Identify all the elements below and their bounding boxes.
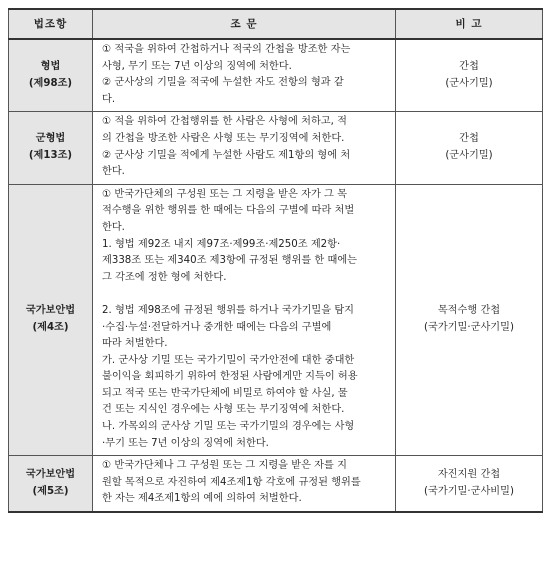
note-sub: (국가기밀·군사기밀) [424, 322, 514, 333]
law-article: (제4조) [32, 322, 69, 333]
article-line: 원할 목적으로 자진하여 제4조제1항 각호에 규정된 행위를 [102, 476, 361, 488]
law-name: 국가보안법 [25, 305, 76, 317]
law-article: (제5조) [32, 485, 69, 497]
article-line: 따라 처벌한다. [102, 338, 168, 350]
note-main: 자진지원 간첩 [437, 469, 501, 481]
article-line: 그 각조에 정한 형에 처한다. [102, 271, 227, 283]
article-cell [93, 39, 396, 112]
article-line: ·무기 또는 7년 이상의 징역에 처한다. [102, 437, 269, 449]
article-line: 한다. [102, 221, 125, 233]
page-title [0, 0, 550, 4]
note-sub: (군사기밀) [445, 77, 493, 89]
table-row [9, 184, 543, 456]
note-main: 간첩 [459, 61, 479, 73]
note-sub: (군사기밀) [445, 150, 493, 162]
article-line: ① 반국가단체나 그 구성원 또는 그 지령을 받은 자를 지 [102, 460, 347, 472]
article-line: 다. [102, 93, 116, 105]
law-cell [9, 112, 93, 184]
table-header-row [9, 9, 543, 39]
law-cell [9, 456, 93, 512]
note-cell [396, 456, 543, 512]
article-cell [93, 184, 396, 456]
article-line: 한 자는 제4조제1항의 예에 의하여 처벌한다. [102, 493, 302, 505]
article-line: ① 적국을 위하여 간첩하거나 적국의 간첩을 방조한 자는 [102, 44, 351, 55]
article-line: ② 군사상 기밀을 적에게 누설한 사람도 제1항의 형에 처 [102, 149, 351, 161]
table-row [9, 39, 543, 112]
article-cell [93, 112, 396, 184]
article-line: 나. 가목외의 군사상 기밀 또는 국가기밀의 경우에는 사형 [102, 421, 355, 433]
article-line: 가. 군사상 기밀 또는 국가기밀이 국가안전에 대한 중대한 [102, 354, 355, 366]
article-line: 불이익을 회피하기 위하여 한정된 사람에게만 지득이 허용 [102, 371, 358, 383]
article-line: 사형, 무기 또는 7년 이상의 징역에 처한다. [102, 60, 292, 72]
law-name: 국가보안법 [25, 469, 76, 481]
header-article: 조 문 [93, 9, 396, 39]
law-article: (제13조) [28, 150, 73, 162]
law-cell [9, 39, 93, 112]
note-cell [396, 184, 543, 456]
article-line: 2. 형법 제98조에 규정된 행위를 하거나 국가기밀을 탐지 [102, 304, 355, 316]
article-line: ② 군사상의 기밀을 적국에 누설한 자도 전항의 형과 같 [102, 77, 344, 89]
article-line: 한다. [102, 166, 125, 178]
note-cell [396, 112, 543, 184]
law-comparison-table [8, 8, 543, 513]
article-line: 건 또는 지식인 경우에는 사형 또는 무기징역에 처한다. [102, 404, 345, 416]
article-line: 1. 형법 제92조 내지 제97조·제99조·제250조 제2항· [102, 238, 341, 250]
note-main: 목적수행 간첩 [437, 305, 501, 317]
article-line: ① 적을 위하여 간첩행위를 한 사람은 사형에 처하고, 적 [102, 116, 347, 128]
law-article: (제98조) [28, 77, 73, 89]
header-note: 비 고 [396, 9, 543, 39]
article-line: 적수행을 위한 행위를 한 때에는 다음의 구별에 따라 처벌 [102, 205, 355, 217]
note-main: 간첩 [459, 133, 479, 145]
article-cell [93, 456, 396, 512]
article-line: ·수집·누설·전달하거나 중개한 때에는 다음의 구별에 [102, 321, 332, 333]
law-cell [9, 184, 93, 456]
article-line: 제338조 또는 제340조 제3항에 규정된 행위를 한 때에는 [102, 255, 358, 267]
law-name: 군형법 [35, 133, 66, 145]
article-blank-line [102, 286, 386, 303]
article-line: 되고 적국 또는 반국가단체에 비밀로 하여야 할 사실, 물 [102, 387, 348, 399]
note-cell [396, 39, 543, 112]
header-law: 법조항 [9, 9, 93, 39]
law-name: 형법 [40, 61, 61, 73]
note-sub: (국가기밀·군사비밀) [424, 485, 514, 497]
article-line: 의 간첩을 방조한 사람은 사형 또는 무기징역에 처한다. [102, 132, 345, 144]
table-row [9, 112, 543, 184]
table-row [9, 456, 543, 512]
article-line: ① 반국가단체의 구성원 또는 그 지령을 받은 자가 그 목 [102, 188, 347, 200]
